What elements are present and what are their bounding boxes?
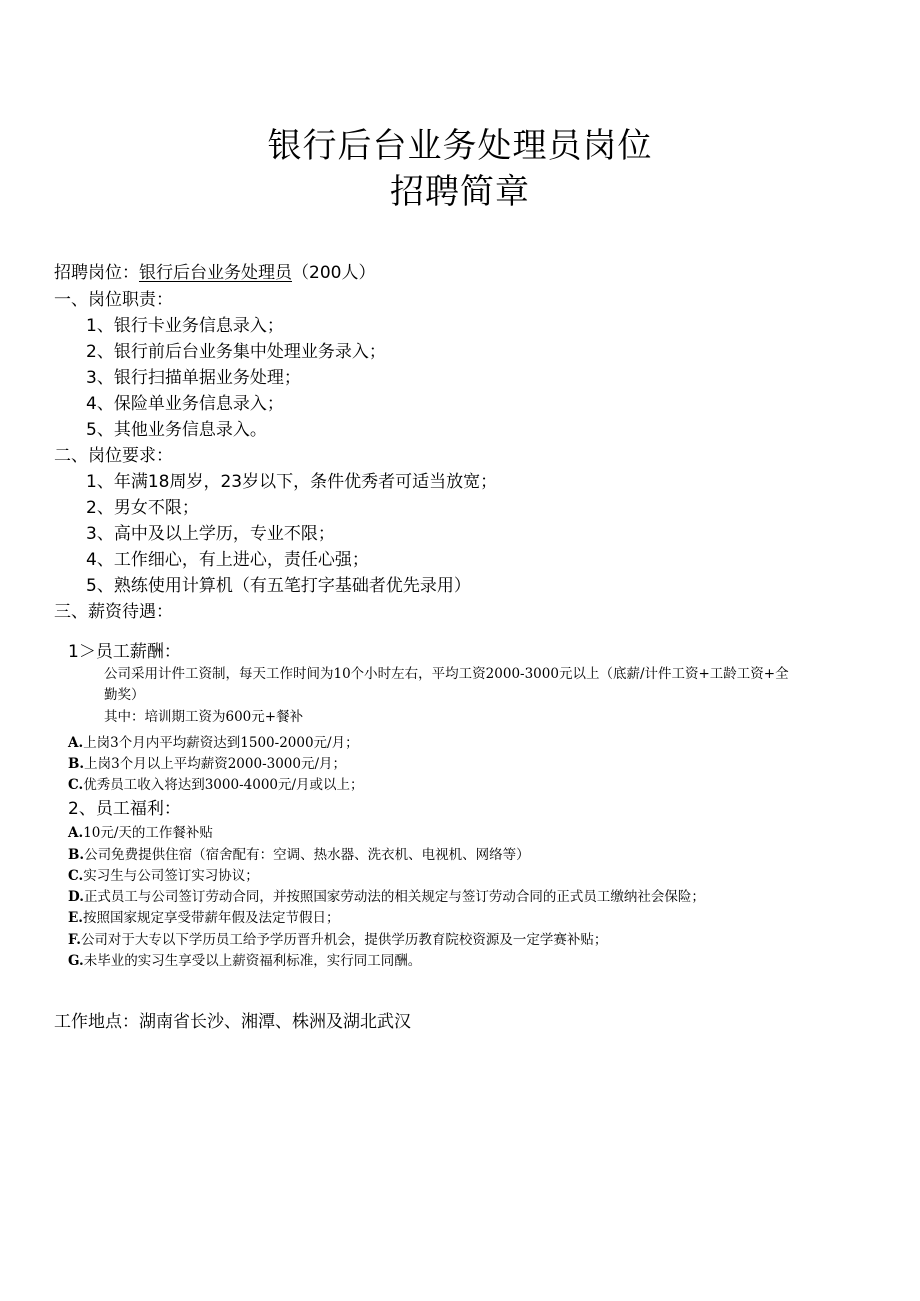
benefit-prefix: B. bbox=[68, 847, 85, 863]
duty-item: 5、其他业务信息录入。 bbox=[86, 420, 267, 440]
document-title-line1: 银行后台业务处理员岗位 bbox=[267, 126, 653, 166]
duty-item: 1、银行卡业务信息录入； bbox=[86, 316, 284, 336]
benefit-prefix: F. bbox=[68, 932, 81, 948]
position-line bbox=[54, 262, 375, 284]
benefit-item bbox=[68, 823, 213, 843]
benefit-prefix: G. bbox=[68, 953, 84, 969]
salary-item-prefix: A. bbox=[68, 735, 84, 751]
benefits-heading: 2、员工福利： bbox=[68, 799, 181, 819]
requirement-item: 1、年满18周岁，23岁以下，条件优秀者可适当放宽； bbox=[86, 472, 498, 492]
salary-item-b bbox=[68, 754, 346, 774]
requirement-item: 4、工作细心，有上进心，责任心强； bbox=[86, 550, 369, 570]
benefit-item bbox=[68, 845, 530, 865]
benefit-prefix: D. bbox=[68, 889, 84, 905]
benefit-item bbox=[68, 930, 607, 950]
salary-description-line1: 公司采用计件工资制，每天工作时间为10个小时左右，平均工资2000-3000元以上（底薪/计件工资+工龄工资+全 bbox=[104, 666, 789, 682]
duty-item: 4、保险单业务信息录入； bbox=[86, 394, 284, 414]
requirement-item: 3、高中及以上学历，专业不限； bbox=[86, 524, 335, 544]
benefit-text: 公司免费提供住宿（宿舍配有：空调、热水器、洗衣机、电视机、网络等） bbox=[84, 847, 530, 863]
salary-item-text: 上岗3个月内平均薪资达到1500-2000元/月； bbox=[83, 735, 359, 751]
salary-item-text: 上岗3个月以上平均薪资2000-3000元/月； bbox=[84, 756, 347, 772]
benefit-item bbox=[68, 887, 705, 907]
position-count: （200人） bbox=[292, 263, 376, 283]
benefit-item bbox=[68, 908, 340, 928]
requirement-item: 2、男女不限； bbox=[86, 498, 199, 518]
salary-subheading: 1＞员工薪酬： bbox=[68, 642, 181, 662]
position-name: 银行后台业务处理员 bbox=[139, 263, 292, 283]
position-label: 招聘岗位： bbox=[54, 263, 139, 283]
document-title-line2: 招聘简章 bbox=[390, 172, 530, 212]
salary-item-a bbox=[68, 733, 359, 753]
salary-item-text: 优秀员工收入将达到3000-4000元/月或以上； bbox=[83, 777, 364, 793]
salary-description-line2: 勤奖） bbox=[104, 687, 145, 703]
training-salary: 其中：培训期工资为600元+餐补 bbox=[104, 709, 304, 725]
salary-item-c bbox=[68, 775, 364, 795]
salary-item-prefix: B. bbox=[68, 756, 85, 772]
benefit-text: 按照国家规定享受带薪年假及法定节假日； bbox=[83, 910, 340, 926]
benefit-item bbox=[68, 866, 259, 886]
benefit-text: 10元/天的工作餐补贴 bbox=[83, 825, 213, 841]
work-location: 工作地点：湖南省长沙、湘潭、株洲及湖北武汉 bbox=[54, 1012, 411, 1032]
benefit-prefix: A. bbox=[68, 825, 84, 841]
salary-item-prefix: C. bbox=[68, 777, 84, 793]
benefit-text: 未毕业的实习生享受以上薪资福利标准，实行同工同酬。 bbox=[83, 953, 422, 969]
benefit-text: 正式员工与公司签订劳动合同，并按照国家劳动法的相关规定与签订劳动合同的正式员工缴纳社会保险； bbox=[83, 889, 705, 905]
duty-item: 2、银行前后台业务集中处理业务录入； bbox=[86, 342, 386, 362]
salary-heading: 三、薪资待遇： bbox=[54, 602, 173, 622]
duties-heading: 一、岗位职责： bbox=[54, 290, 173, 310]
requirements-heading: 二、岗位要求： bbox=[54, 446, 173, 466]
requirement-item: 5、熟练使用计算机（有五笔打字基础者优先录用） bbox=[86, 576, 471, 596]
duty-item: 3、银行扫描单据业务处理； bbox=[86, 368, 301, 388]
benefit-item bbox=[68, 951, 421, 971]
benefit-text: 实习生与公司签订实习协议； bbox=[83, 868, 259, 884]
benefit-prefix: E. bbox=[68, 910, 83, 926]
benefit-text: 公司对于大专以下学历员工给予学历晋升机会，提供学历教育院校资源及一定学赛补贴； bbox=[80, 932, 608, 948]
benefit-prefix: C. bbox=[68, 868, 84, 884]
